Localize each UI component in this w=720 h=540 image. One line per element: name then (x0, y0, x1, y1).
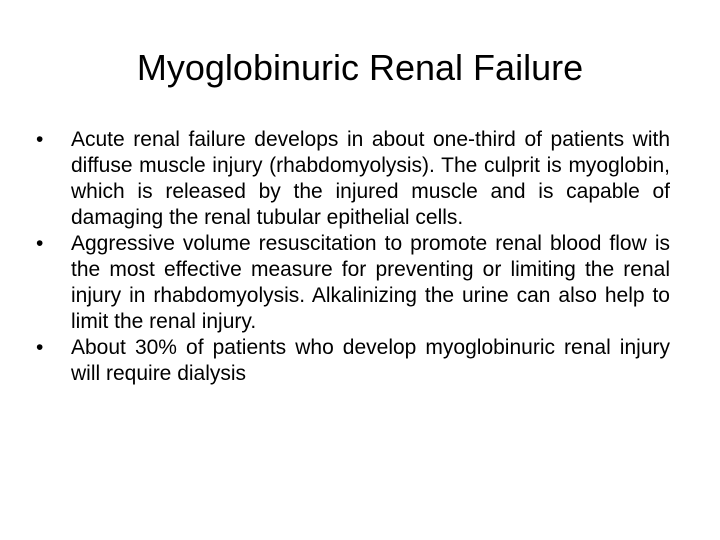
bullet-marker: • (36, 128, 44, 151)
bullet-item (36, 127, 670, 231)
bullet-marker: • (36, 232, 44, 255)
slide-title: Myoglobinuric Renal Failure (136, 47, 584, 88)
bullet-item (36, 231, 670, 335)
bullet-list (36, 127, 670, 387)
bullet-item (36, 335, 670, 387)
bullet-text: Aggressive volume resuscitation to promote renal blood flow is the most effective measure for preventing or limiting the renal injury in rhabdomyolysis. Alkalinizing the urine can also help to limit the renal injury. (71, 232, 670, 333)
bullet-text: About 30% of patients who develop myoglobinuric renal injury will require dialysis (71, 336, 670, 385)
bullet-marker: • (36, 336, 44, 359)
bullet-text: Acute renal failure develops in about one-third of patients with diffuse muscle injury (rhabdomyolysis). The culprit is myoglobin, which is released by the injured muscle and is capable of damaging the renal tubular epithelial cells. (71, 128, 670, 229)
